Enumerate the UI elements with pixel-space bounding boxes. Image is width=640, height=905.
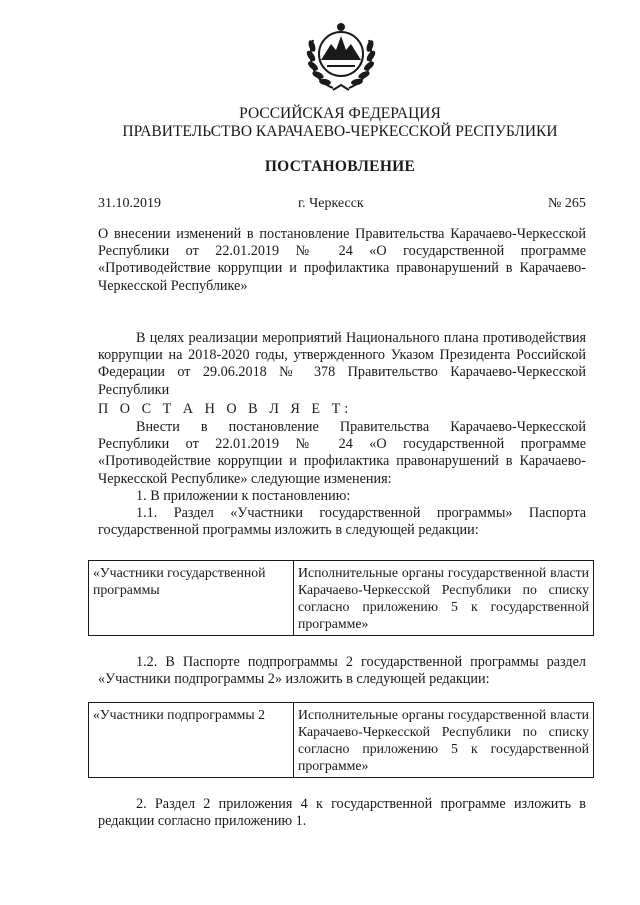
document-date: 31.10.2019	[98, 196, 161, 211]
item-2: 2. Раздел 2 приложения 4 к государственной программе изложить в редакции согласно приложению 1.	[98, 796, 586, 830]
document-number: № 265	[548, 196, 586, 211]
amendment-table-2	[88, 702, 594, 778]
header-government: ПРАВИТЕЛЬСТВО КАРАЧАЕВО-ЧЕРКЕССКОЙ РЕСПУБЛИКИ	[122, 123, 558, 140]
amendment-table-1	[88, 560, 594, 636]
item-1-1: 1.1. Раздел «Участники государственной программы» Паспорта государственной программы изложить в следующей редакции:	[98, 505, 586, 539]
amendment-intro-paragraph: Внести в постановление Правительства Карачаево-Черкесской Республики от 22.01.2019 № 24 «О государственной программе «Противодействие коррупции и профилактика правонарушений в Карачаево-Черкесской Республике» следующие изменения:	[98, 419, 586, 487]
table-cell-label: «Участники подпрограммы 2	[89, 703, 294, 778]
item-1: 1. В приложении к постановлению:	[136, 488, 351, 504]
document-subject: О внесении изменений в постановление Правительства Карачаево-Черкесской Республики от 22.01.2019 № 24 «О государственной программе «Противодействие коррупции и профилактика правонарушений в Карачаево-Черкесской Республике»	[98, 226, 586, 294]
decree-word: П О С Т А Н О В Л Я Е Т:	[98, 401, 353, 417]
document-type-title: ПОСТАНОВЛЕНИЕ	[264, 158, 416, 175]
table-cell-label: «Участники государственной программы	[89, 561, 294, 636]
table-cell-value: Исполнительные органы государственной власти Карачаево-Черкесской Республики по списку согласно приложению 5 к государственной программе»	[294, 703, 594, 778]
coat-of-arms-emblem-icon	[303, 14, 379, 94]
table-row	[89, 703, 594, 778]
document-city: г. Черкесск	[298, 196, 364, 211]
table-cell-value: Исполнительные органы государственной власти Карачаево-Черкесской Республики по списку согласно приложению 5 к государственной программе»	[294, 561, 594, 636]
header-country: РОССИЙСКАЯ ФЕДЕРАЦИЯ	[239, 105, 441, 122]
preamble-paragraph: В целях реализации мероприятий Национального плана противодействия коррупции на 2018-2020 годы, утвержденного Указом Президента Российской Федерации от 29.06.2018 № 378 Правительство Карачаево-Черкесской Республики	[98, 330, 586, 398]
item-1-2: 1.2. В Паспорте подпрограммы 2 государственной программы раздел «Участники подпрограммы 2» изложить в следующей редакции:	[98, 654, 586, 688]
table-row	[89, 561, 594, 636]
